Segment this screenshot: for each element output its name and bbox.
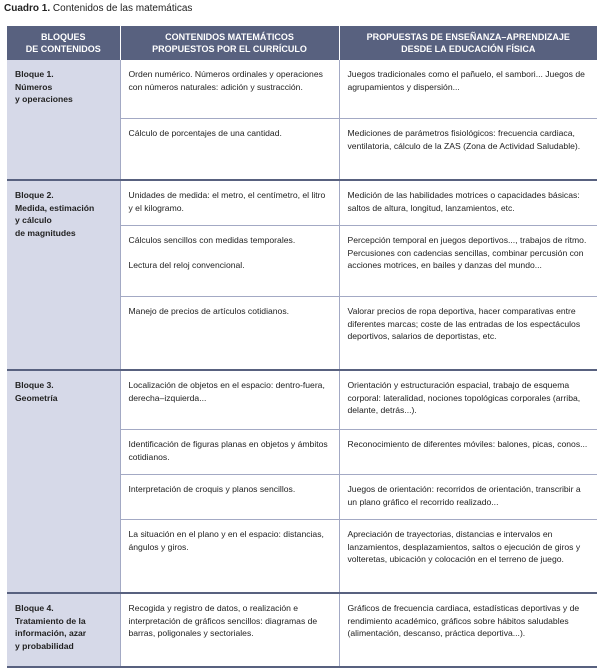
- proposal-text: Juegos tradicionales como el pañuelo, el sambori... Juegos de agrupamientos y dispersión...: [347, 69, 585, 92]
- header-blocks-line1: BLOQUES: [40, 32, 86, 42]
- content-text: Cálculo de porcentajes de una cantidad.: [128, 128, 282, 138]
- block-name-line: Números: [15, 81, 53, 92]
- proposal-cell: [339, 297, 597, 371]
- block-title: Bloque 2.: [15, 190, 54, 200]
- proposal-text: Mediciones de parámetros fisiológicos: frecuencia cardiaca, ventilatoria, cálculo de la ZAS (Zona de Actividad Saludable).: [347, 128, 581, 151]
- proposal-text: Orientación y estructuración espacial, trabajo de esquema corporal: lateralidad, nociones topológicas corporales (arriba, delante, detrás...).: [347, 380, 581, 416]
- content-text: Recogida y registro de datos, o realización e interpretación de gráficos sencillos: diagramas de barras, poligonales y sectoriales.: [128, 603, 318, 639]
- proposal-text: Valorar precios de ropa deportiva, hacer comparativas entre diferentes marcas; coste de las entradas de los espectáculos deportivos, salarios de deportistas, etc.: [347, 306, 581, 342]
- block-cell-1: [7, 60, 120, 180]
- table-row: [7, 593, 597, 667]
- block-title: Bloque 4.: [15, 603, 54, 613]
- block-name-line: Geometría: [15, 392, 58, 403]
- proposal-text: Juegos de orientación: recorridos de orientación, transcribir a un plano gráfico el recorrido realizado...: [347, 484, 581, 507]
- proposal-cell: [339, 180, 597, 226]
- proposal-cell: [339, 119, 597, 181]
- block-name-line: y cálculo: [15, 215, 52, 226]
- header-blocks: [7, 26, 120, 60]
- contents-table: [7, 26, 597, 668]
- content-text: Identificación de figuras planas en objetos y ámbitos cotidianos.: [128, 439, 328, 462]
- proposal-text: Gráficos de frecuencia cardiaca, estadísticas deportivas y de rendimiento académico, gráficos sobre hábitos saludables (alimentación, descanso, práctica deportiva...).: [347, 603, 580, 639]
- table-row: [7, 370, 597, 430]
- block-cell-3: [7, 370, 120, 593]
- header-proposals-line2: DESDE LA EDUCACIÓN FÍSICA: [401, 44, 536, 54]
- caption-label: Cuadro 1.: [4, 3, 51, 14]
- proposal-cell: [339, 475, 597, 520]
- proposal-text: Reconocimiento de diferentes móviles: balones, picas, conos...: [347, 439, 588, 449]
- header-contents-line1: CONTENIDOS MATEMÁTICOS: [165, 32, 294, 42]
- proposal-cell: [339, 520, 597, 594]
- content-text: Orden numérico. Números ordinales y operaciones con números naturales: adición y sustracción.: [128, 69, 323, 92]
- proposal-text: Apreciación de trayectorias, distancias e intervalos en lanzamientos, desplazamientos, saltos o ejecución de giros y volteretas, ubicación y colocación en el terreno de juego.: [347, 529, 581, 565]
- block-cell-2: [7, 180, 120, 370]
- block-title: Bloque 1.: [15, 69, 54, 79]
- proposal-cell: [339, 60, 597, 119]
- header-proposals: [339, 26, 597, 60]
- header-contents-line2: PROPUESTOS POR EL CURRÍCULO: [152, 44, 307, 54]
- caption-text: Contenidos de las matemáticas: [52, 3, 193, 14]
- block-title: Bloque 3.: [15, 380, 54, 390]
- proposal-text: Medición de las habilidades motrices o capacidades básicas: saltos de altura, longitud, lanzamientos, etc.: [347, 190, 580, 213]
- table-row: [7, 60, 597, 119]
- block-name-line: Tratamiento de la: [15, 615, 86, 626]
- proposal-text: Percepción temporal en juegos deportivos..., trabajos de ritmo. Percusiones con cadencias sencillas, combinar percusión con acciones motrices, en bailes y danzas del mundo...: [347, 235, 587, 271]
- content-text: Unidades de medida: el metro, el centímetro, el litro y el kilogramo.: [128, 190, 326, 213]
- block-name-line: y probabilidad: [15, 640, 74, 651]
- table-row: [7, 180, 597, 226]
- content-cell: [120, 180, 339, 226]
- block-name-line: y operaciones: [15, 94, 73, 105]
- header-contents: [120, 26, 339, 60]
- header-blocks-line2: DE CONTENIDOS: [25, 44, 101, 54]
- block-cell-4: [7, 593, 120, 667]
- proposal-cell: [339, 430, 597, 475]
- content-text: Lectura del reloj convencional.: [128, 259, 245, 270]
- proposal-cell: [339, 226, 597, 297]
- content-text: Localización de objetos en el espacio: dentro-fuera, derecha–izquierda...: [128, 380, 325, 403]
- content-cell: [120, 60, 339, 119]
- content-cell: [120, 593, 339, 667]
- content-cell: [120, 370, 339, 430]
- content-cell: [120, 119, 339, 181]
- block-name-line: de magnitudes: [15, 227, 76, 238]
- content-text: La situación en el plano y en el espacio: distancias, ángulos y giros.: [128, 529, 324, 552]
- content-text: Manejo de precios de artículos cotidianos.: [128, 306, 290, 316]
- content-cell: [120, 520, 339, 594]
- content-text: Cálculos sencillos con medidas temporales.: [128, 235, 296, 245]
- table-caption: [4, 3, 192, 14]
- block-name-line: Medida, estimación: [15, 202, 95, 213]
- content-cell: [120, 475, 339, 520]
- content-cell: [120, 297, 339, 371]
- header-row: [7, 26, 597, 60]
- header-proposals-line1: PROPUESTAS DE ENSEÑANZA–APRENDIZAJE: [366, 32, 570, 42]
- proposal-cell: [339, 593, 597, 667]
- content-text: Interpretación de croquis y planos sencillos.: [128, 484, 296, 494]
- content-cell: [120, 430, 339, 475]
- proposal-cell: [339, 370, 597, 430]
- content-cell: [120, 226, 339, 297]
- block-name-line: información, azar: [15, 628, 87, 639]
